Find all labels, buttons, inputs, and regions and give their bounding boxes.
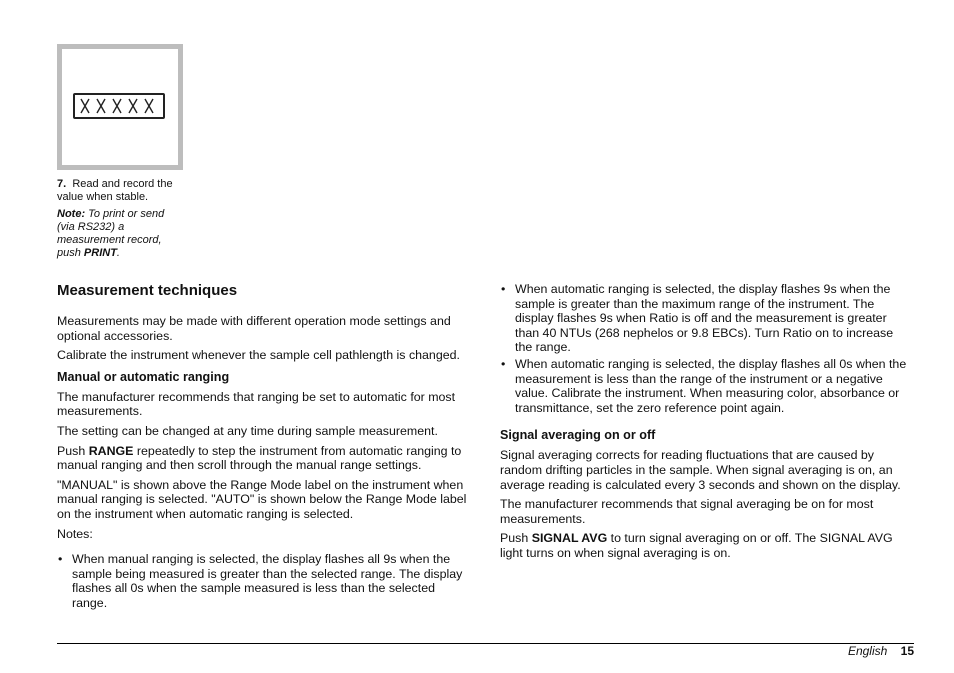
paragraph-calibrate: Calibrate the instrument whenever the sample cell pathlength is changed. — [57, 348, 460, 363]
footer-divider — [57, 643, 914, 644]
paragraph-averaging-recommendation: The manufacturer recommends that signal averaging be on for most measurements. — [500, 497, 874, 526]
paragraph-signal-averaging: Signal averaging corrects for reading fluctuations that are caused by random drifting particles in the sample. When signal averaging is on, an average reading is calculated every 3 seconds and shown on the display. — [500, 448, 901, 492]
page-number: 15 — [900, 644, 914, 658]
list-item: • When automatic ranging is selected, the display flashes 9s when the sample is greater than the maximum range of the instrument. The display flashes 9s when Ratio is off and the measurement is greater than 40 NTUs (268 nephelos or 9.8 EBCs). Turn Ratio on to increase the range. — [500, 282, 912, 355]
note-text: To print or send (via RS232) a measurement record, push — [57, 208, 165, 259]
instrument-display-figure — [57, 44, 183, 170]
subheading-signal-averaging: Signal averaging on or off — [500, 428, 656, 443]
paragraph-setting-change: The setting can be changed at any time during sample measurement. — [57, 423, 438, 438]
paragraph-operation-modes: Measurements may be made with different operation mode settings and optional accessories. — [57, 314, 451, 343]
signal-avg-key: SIGNAL AVG — [531, 531, 608, 546]
lcd-digits — [77, 97, 161, 115]
footer-language: English — [847, 644, 888, 658]
subheading-ranging: Manual or automatic ranging — [57, 369, 230, 384]
note-key-print: PRINT — [83, 247, 117, 259]
note-end: . — [116, 247, 120, 259]
range-key: RANGE — [88, 443, 134, 458]
paragraph-manual-auto-labels: "MANUAL" is shown above the Range Mode label on the instrument when manual ranging is selected. "AUTO" is shown below the Range Mode label on the instrument when automatic ranging is selected. — [57, 477, 467, 521]
notes-list-left — [57, 552, 473, 610]
push-signal-post: to turn signal averaging on or off. The SIGNAL AVG light turns on when signal averaging is on. — [500, 531, 893, 560]
push-signal-pre: Push — [500, 531, 529, 546]
push-range-pre: Push — [57, 443, 86, 458]
step-7 — [57, 178, 182, 204]
notes-list-right — [500, 282, 912, 415]
step-text: Read and record the value when stable. — [57, 178, 173, 203]
print-note — [57, 208, 182, 260]
paragraph-push-signal-avg — [500, 531, 912, 560]
list-item: • When automatic ranging is selected, the display flashes all 0s when the measurement is less than the range of the instrument or a negative value. Calibrate the instrument. When measuring color, absorbance or transmittance, set the zero reference point again. — [500, 357, 912, 415]
paragraph-push-range — [57, 444, 473, 473]
list-item: • When manual ranging is selected, the display flashes all 9s when the sample being measured is greater than the selected range. The display flashes all 0s when the sample measured is less than the selected range. — [57, 552, 473, 610]
step-number: 7. — [57, 178, 67, 190]
note-label: Note: — [57, 208, 86, 220]
paragraph-notes: Notes: — [57, 526, 93, 541]
section-heading-measurement-techniques: Measurement techniques — [57, 282, 238, 299]
page-footer — [848, 643, 914, 658]
lcd-display-icon — [73, 93, 165, 119]
paragraph-ranging-recommendation: The manufacturer recommends that ranging be set to automatic for most measurements. — [57, 389, 456, 419]
push-range-post: repeatedly to step the instrument from automatic ranging to manual ranging and then scroll through the manual range settings. — [57, 443, 462, 473]
right-column — [500, 282, 912, 561]
left-column — [57, 282, 473, 611]
